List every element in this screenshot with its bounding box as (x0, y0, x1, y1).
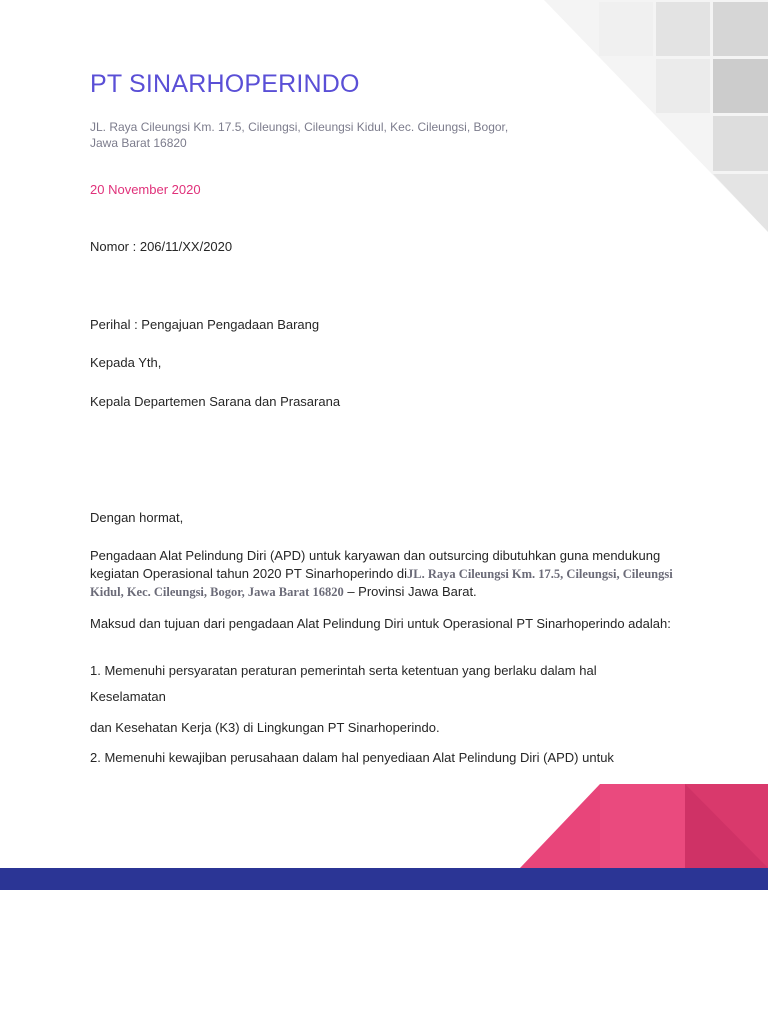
footer-decoration (0, 780, 768, 892)
para1-inline-address: JL. Raya Cileungsi Km. 17.5, Cileungsi, Cileungsi Kidul, Kec. Cileungsi, Bogor, Jawa Barat 16820 (90, 567, 673, 599)
letter-number: Nomor : 206/11/XX/2020 (90, 239, 233, 254)
para1-text-end: – Provinsi Jawa Barat. (343, 584, 477, 599)
list-item-2: 2. Memenuhi kewajiban perusahaan dalam hal penyediaan Alat Pelindung Diri (APD) untuk (90, 750, 614, 765)
company-address (90, 119, 550, 151)
recipient-salutation: Kepada Yth, (90, 355, 162, 370)
opening-salutation: Dengan hormat, (90, 510, 184, 525)
company-name: PT SINARHOPERINDO (90, 70, 360, 98)
body-paragraph-1 (90, 547, 690, 601)
list-item-1-end: dan Kesehatan Kerja (K3) di Lingkungan PT Sinarhoperindo. (90, 720, 440, 735)
address-line-2: Jawa Barat 16820 (90, 136, 187, 150)
body-paragraph-2: Maksud dan tujuan dari pengadaan Alat Pelindung Diri untuk Operasional PT Sinarhoperindo adalah: (90, 616, 671, 631)
letter-date: 20 November 2020 (90, 182, 201, 197)
list-item-1: 1. Memenuhi persyaratan peraturan pemerintah serta ketentuan yang berlaku dalam hal (90, 663, 597, 678)
recipient-name: Kepala Departemen Sarana dan Prasarana (90, 394, 341, 409)
list-item-1-continued: Keselamatan (90, 689, 166, 704)
para1-text: Pengadaan Alat Pelindung Diri (APD) untuk karyawan dan outsurcing dibutuhkan guna mendukung kegiatan Operasional tahun 2020 PT Sinarhoperindo di (90, 548, 661, 581)
address-line-1: JL. Raya Cileungsi Km. 17.5, Cileungsi, Cileungsi Kidul, Kec. Cileungsi, Bogor, (90, 120, 509, 134)
letter-subject: Perihal : Pengajuan Pengadaan Barang (90, 317, 320, 332)
